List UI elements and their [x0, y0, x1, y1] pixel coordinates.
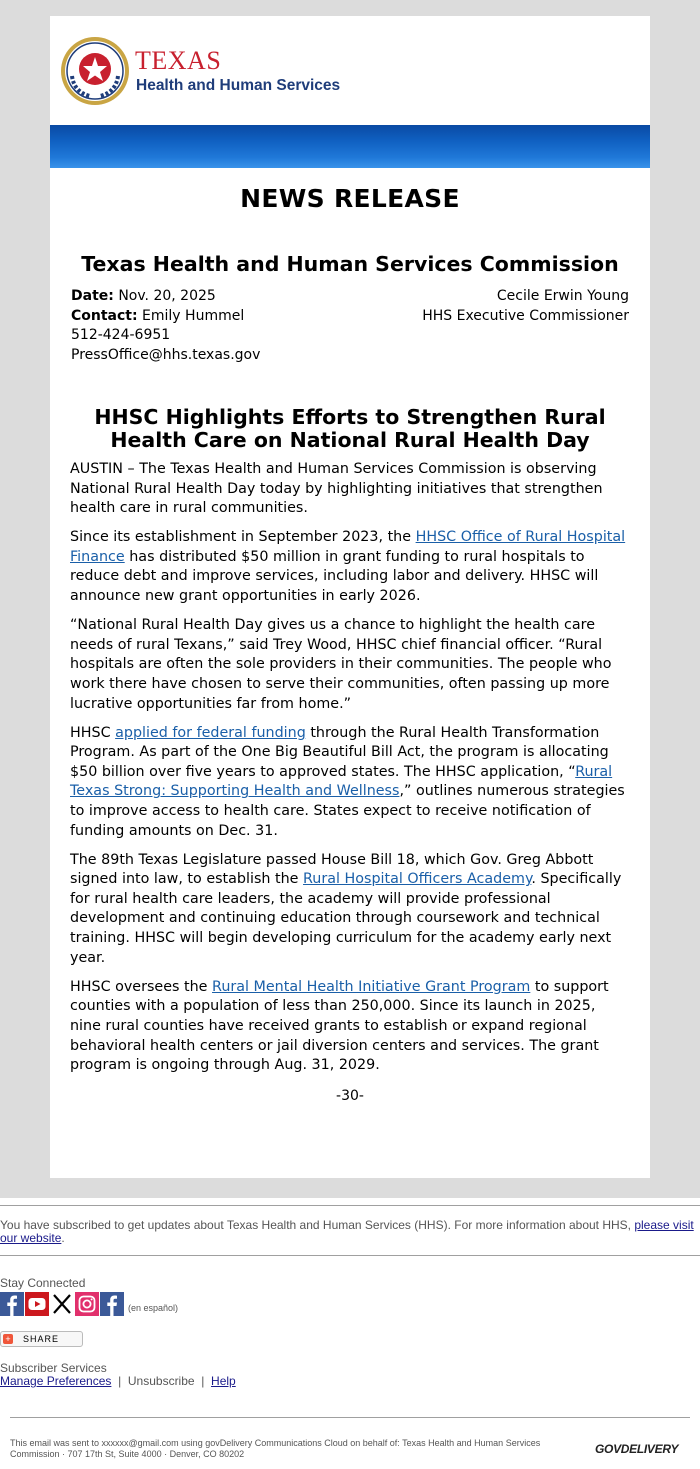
separator: |	[201, 1374, 205, 1388]
separator: |	[118, 1374, 122, 1388]
logo-subtitle: Health and Human Services	[136, 77, 341, 94]
facebook-icon[interactable]	[0, 1292, 24, 1316]
rural-mental-health-grant-link[interactable]: Rural Mental Health Initiative Grant Program	[212, 978, 531, 995]
help-link[interactable]: Help	[211, 1374, 236, 1388]
contact-phone: 512-424-6951	[71, 327, 171, 344]
news-release-label: NEWS RELEASE	[240, 184, 460, 213]
stay-connected-label: Stay Connected	[0, 1276, 86, 1290]
facebook-espanol-icon[interactable]	[100, 1292, 124, 1316]
paragraph-6: HHSC oversees the Rural Mental Health Initiative Grant Program to support counties with a population of less than 250,000. Since its launch in 2025, nine rural counties have received grants to establish or expand regional behavioral health centers or jail diversion centers and services. The grant program is ongoing through Aug. 31, 2029.	[70, 978, 609, 1074]
header-banner	[50, 125, 650, 168]
share-plus-icon: +	[3, 1334, 13, 1344]
hhs-logo[interactable]	[60, 36, 360, 106]
contact-label: Contact:	[71, 307, 138, 324]
share-button[interactable]	[0, 1331, 83, 1347]
commissioner-name: Cecile Erwin Young	[496, 288, 629, 304]
paragraph-3: “National Rural Health Day gives us a chance to highlight the health care needs of rural Texans,” said Trey Wood, HHSC chief financial officer. “Rural hospitals are often the sole providers in their communities. The people who work there have chosen to serve their communities, often passing up more lucrative opportunities far from home.”	[70, 617, 612, 712]
date-label: Date:	[71, 288, 114, 304]
end-mark: -30-	[336, 1088, 364, 1104]
fine-print: This email was sent to xxxxxx@gmail.com using govDelivery Communications Cloud on behalf of: Texas Health and Human Services Commission · 707 17th St, Suite 4000 · Denver, CO 80202	[10, 1438, 541, 1459]
contact-email: PressOffice@hhs.texas.gov	[71, 346, 261, 363]
espanol-label: (en español)	[128, 1303, 179, 1313]
paragraph-2: Since its establishment in September 2023, the HHSC Office of Rural Hospital Finance has distributed $50 million in grant funding to rural hospitals to reduce debt and improve services, including labor and delivery. HHSC will announce new grant opportunities in early 2026.	[70, 529, 626, 605]
subscription-note: You have subscribed to get updates about Texas Health and Human Services (HHS). For more information about HHS, please visit our website.	[0, 1218, 694, 1245]
instagram-icon[interactable]	[75, 1292, 99, 1316]
unsubscribe-link[interactable]: Unsubscribe	[127, 1374, 195, 1388]
paragraph-4: HHSC applied for federal funding through the Rural Health Transformation Program. As part of the One Big Beautiful Bill Act, the program is allocating $50 billion over five years to approved states. The HHSC application, “Rural Texas Strong: Supporting Health and Wellness,” outlines numerous strategies to improve access to health care. States expect to receive notification of funding amounts on Dec. 31.	[70, 724, 625, 839]
manage-preferences-link[interactable]: Manage Preferences	[0, 1374, 112, 1388]
social-links	[0, 1290, 178, 1316]
article-body	[70, 460, 628, 1085]
footer-divider	[10, 1417, 690, 1418]
logo-title: TEXAS	[135, 46, 222, 75]
youtube-icon[interactable]	[25, 1292, 49, 1316]
subscriber-services	[0, 1362, 236, 1388]
article-headline: HHSC Highlights Efforts to Strengthen Rural Health Care on National Rural Health Day	[94, 405, 606, 452]
news-release-card	[50, 16, 650, 1178]
x-icon[interactable]	[50, 1292, 74, 1316]
rural-hospital-finance-link[interactable]: HHSC Office of Rural Hospital Finance	[70, 529, 626, 565]
contact-name: Emily Hummel	[142, 307, 245, 324]
seal-icon	[60, 36, 130, 106]
rural-texas-strong-link[interactable]: Rural Texas Strong: Supporting Health and Wellness	[70, 763, 613, 800]
commissioner-title: HHS Executive Commissioner	[422, 307, 629, 324]
organization-title: Texas Health and Human Services Commission	[81, 252, 619, 276]
federal-funding-link[interactable]: applied for federal funding	[115, 724, 306, 741]
share-label: SHARE	[23, 1334, 60, 1344]
paragraph-5: The 89th Texas Legislature passed House Bill 18, which Gov. Greg Abbott signed into law, to establish the Rural Hospital Officers Academy. Specifically for rural health care leaders, the academy will provide professional development and continuing education through coursework and technical training. HHSC will begin developing curriculum for the academy early next year.	[70, 851, 622, 966]
govdelivery-logo[interactable]: GOVDELIVERY	[595, 1442, 679, 1456]
visit-website-link[interactable]: please visit our website	[0, 1218, 694, 1245]
footer-divider	[0, 1255, 700, 1256]
rural-hospital-officers-academy-link[interactable]: Rural Hospital Officers Academy	[303, 871, 532, 888]
commissioner-info	[422, 287, 629, 326]
release-date: Nov. 20, 2025	[118, 288, 216, 304]
footer-divider	[0, 1205, 700, 1206]
release-contact-info	[71, 287, 260, 365]
paragraph-1: AUSTIN – The Texas Health and Human Services Commission is observing National Rural Health Day today by highlighting initiatives that strengthen health care in rural communities.	[70, 461, 603, 517]
subscriber-services-label: Subscriber Services	[0, 1361, 107, 1375]
